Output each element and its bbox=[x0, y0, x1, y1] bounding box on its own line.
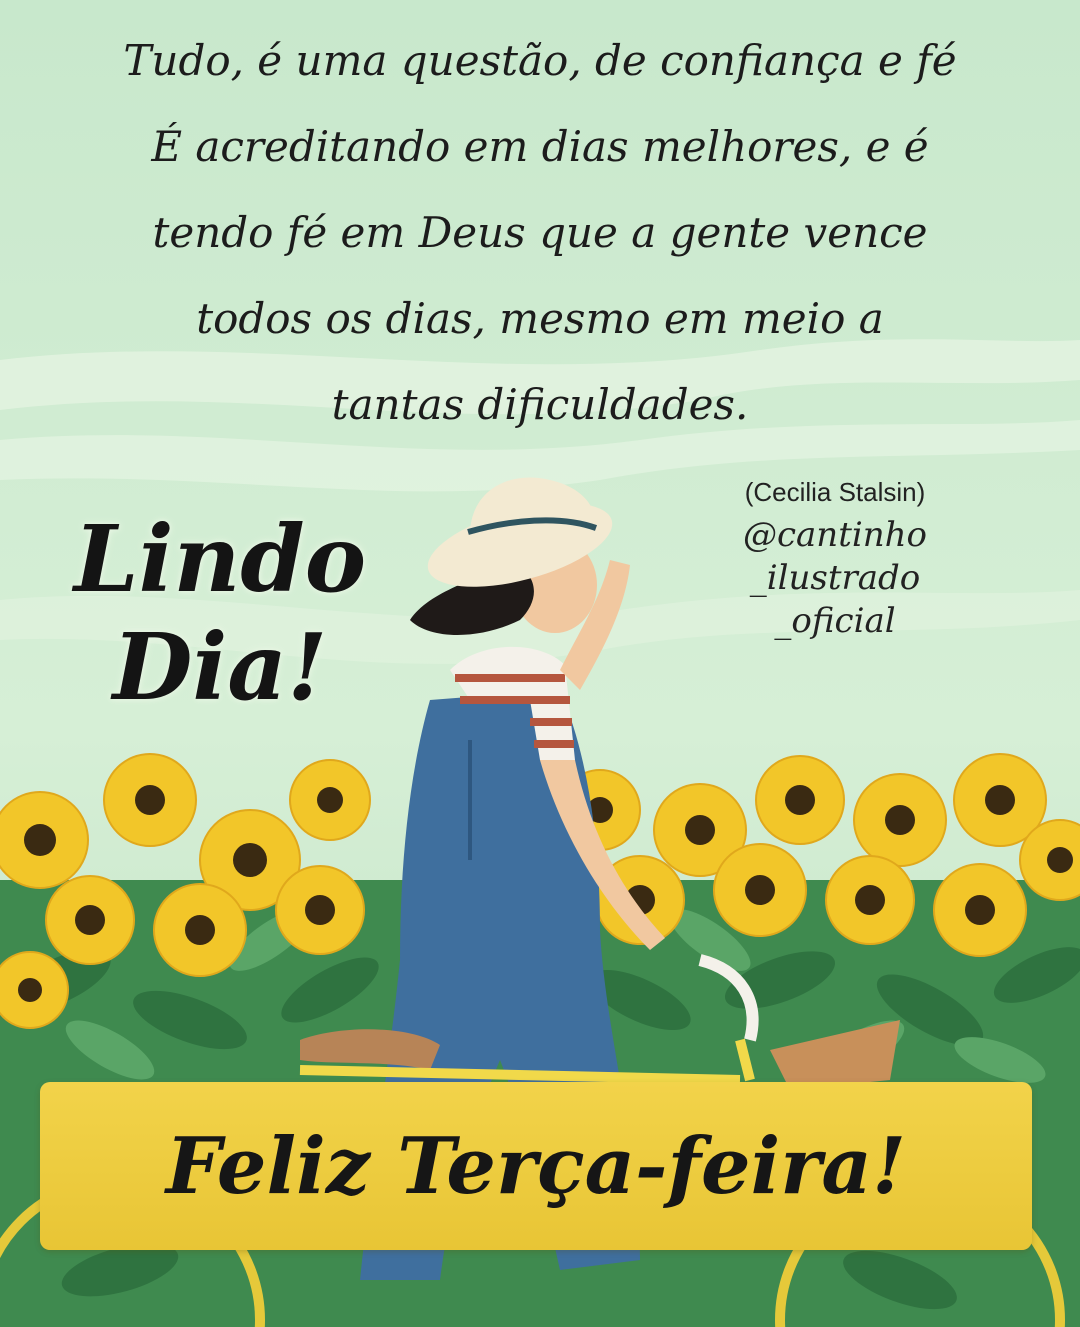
greeting-line: Dia! bbox=[112, 613, 328, 721]
handle-line: @cantinho bbox=[742, 515, 927, 555]
handle-line: _ilustrado bbox=[749, 558, 921, 598]
quote-line: todos os dias, mesmo em meio a bbox=[196, 294, 884, 343]
quote-line: Tudo, é uma questão, de confiança e fé bbox=[123, 36, 957, 85]
quote-text bbox=[30, 18, 1050, 448]
quote-line: tendo fé em Deus que a gente vence bbox=[152, 208, 928, 257]
quote-line: tantas dificuldades. bbox=[331, 380, 749, 429]
quote-line: É acreditando em dias melhores, e é bbox=[151, 122, 929, 171]
greeting-line: Lindo bbox=[73, 505, 367, 613]
banner-text: Feliz Terça-feira! bbox=[165, 1120, 907, 1212]
handle-line: _oficial bbox=[774, 601, 896, 641]
greeting-text bbox=[40, 505, 400, 721]
weekday-banner bbox=[40, 1082, 1032, 1250]
credit-block bbox=[690, 470, 980, 643]
author-name: (Cecilia Stalsin) bbox=[744, 477, 926, 507]
